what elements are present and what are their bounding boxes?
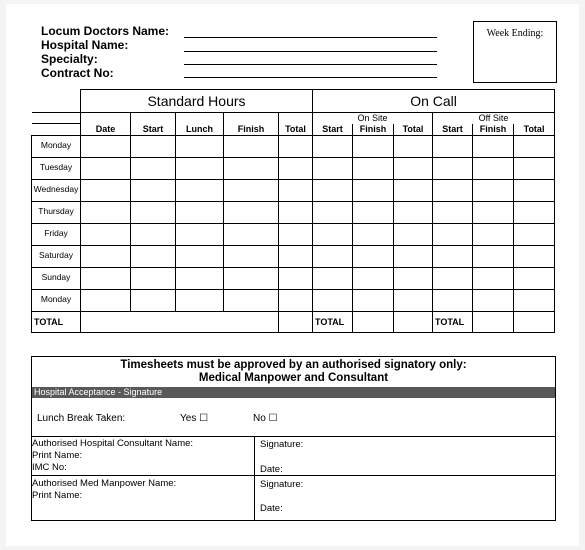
on-site-start-cell[interactable] <box>313 268 353 290</box>
total-blank <box>81 312 279 333</box>
standard-hours-header: Standard Hours <box>81 90 313 113</box>
col-start: Start <box>131 124 176 136</box>
specialty-field[interactable] <box>184 64 437 65</box>
col-date: Date <box>81 124 131 136</box>
off-site-header: Off Site <box>433 113 555 124</box>
lunch-cell[interactable] <box>176 202 224 224</box>
table-row <box>32 290 555 312</box>
date-cell[interactable] <box>81 202 131 224</box>
lunch-cell[interactable] <box>176 224 224 246</box>
date-cell[interactable] <box>81 224 131 246</box>
hospital-acceptance-label: Hospital Acceptance - Signature <box>34 387 163 397</box>
on-site-finish-cell[interactable] <box>353 180 394 202</box>
lunch-no-checkbox[interactable]: No ☐ <box>253 413 278 424</box>
table-row <box>32 224 555 246</box>
finish-cell[interactable] <box>224 246 279 268</box>
finish-cell[interactable] <box>224 180 279 202</box>
date-cell[interactable] <box>81 136 131 158</box>
consultant-date-label: Date: <box>260 464 283 475</box>
col-total: Total <box>279 124 313 136</box>
total-label: TOTAL <box>32 312 81 333</box>
on-site-finish-cell[interactable] <box>353 290 394 312</box>
on-site-finish-cell[interactable] <box>353 246 394 268</box>
consultant-signature-label: Signature: <box>260 439 304 450</box>
lunch-cell[interactable] <box>176 158 224 180</box>
total-cell[interactable] <box>279 246 313 268</box>
start-cell[interactable] <box>131 290 176 312</box>
consultant-print-name-label: Print Name: <box>32 450 83 461</box>
date-cell[interactable] <box>81 246 131 268</box>
table-row <box>32 136 555 158</box>
table-row <box>32 158 555 180</box>
off-site-finish-cell[interactable] <box>473 180 514 202</box>
table-row <box>32 202 555 224</box>
off-site-total-cell[interactable] <box>514 224 555 246</box>
off-site-total-cell[interactable] <box>514 290 555 312</box>
date-cell[interactable] <box>81 158 131 180</box>
hospital-name-field[interactable] <box>184 51 437 52</box>
off-site-start-cell[interactable] <box>433 158 473 180</box>
manpower-date-label: Date: <box>260 503 283 514</box>
on-site-total-cell[interactable] <box>394 158 433 180</box>
off-site-start-cell[interactable] <box>433 268 473 290</box>
col-on-site-finish: Finish <box>353 124 394 136</box>
total-cell[interactable] <box>279 136 313 158</box>
off-site-finish-cell[interactable] <box>473 136 514 158</box>
day-label: Wednesday <box>32 180 81 202</box>
start-cell[interactable] <box>131 136 176 158</box>
col-off-site-start: Start <box>433 124 473 136</box>
on-site-total-cell[interactable] <box>394 224 433 246</box>
approval-title <box>32 359 555 385</box>
table-row <box>32 246 555 268</box>
on-site-total-cell[interactable] <box>394 180 433 202</box>
total-cell[interactable] <box>279 290 313 312</box>
off-site-start-cell[interactable] <box>433 290 473 312</box>
col-lunch: Lunch <box>176 124 224 136</box>
day-label: Monday <box>32 290 81 312</box>
date-cell[interactable] <box>81 268 131 290</box>
off-site-total-cell[interactable] <box>514 158 555 180</box>
day-label: Monday <box>32 136 81 158</box>
col-on-site-start: Start <box>313 124 353 136</box>
lunch-cell[interactable] <box>176 246 224 268</box>
off-site-total-cell[interactable] <box>514 180 555 202</box>
on-site-start-cell[interactable] <box>313 290 353 312</box>
on-site-total-cell[interactable] <box>394 312 433 333</box>
table-row <box>32 268 555 290</box>
on-site-start-cell[interactable] <box>313 158 353 180</box>
on-site-start-cell[interactable] <box>313 246 353 268</box>
off-site-total-cell[interactable] <box>514 136 555 158</box>
on-call-header: On Call <box>313 90 555 113</box>
on-site-total-label: TOTAL <box>313 312 353 333</box>
on-site-start-cell[interactable] <box>313 224 353 246</box>
off-site-finish-cell[interactable] <box>473 290 514 312</box>
off-site-start-cell[interactable] <box>433 224 473 246</box>
on-site-total-cell[interactable] <box>394 268 433 290</box>
off-site-finish-cell[interactable] <box>473 224 514 246</box>
contract-no-label: Contract No: <box>41 66 114 80</box>
lunch-break-label: Lunch Break Taken: <box>37 413 126 424</box>
contract-no-field[interactable] <box>184 77 437 78</box>
day-label: Tuesday <box>32 158 81 180</box>
col-finish: Finish <box>224 124 279 136</box>
day-label: Saturday <box>32 246 81 268</box>
finish-cell[interactable] <box>224 158 279 180</box>
manpower-print-name-label: Print Name: <box>32 490 83 501</box>
off-site-finish-cell[interactable] <box>473 268 514 290</box>
day-label: Sunday <box>32 268 81 290</box>
start-cell[interactable] <box>131 158 176 180</box>
off-site-total-label: TOTAL <box>433 312 473 333</box>
on-site-finish-cell[interactable] <box>353 224 394 246</box>
total-cell[interactable] <box>279 268 313 290</box>
on-site-finish-cell[interactable] <box>353 158 394 180</box>
on-site-finish-cell[interactable] <box>353 202 394 224</box>
lunch-cell[interactable] <box>176 268 224 290</box>
off-site-start-cell[interactable] <box>433 136 473 158</box>
on-site-header: On Site <box>313 113 433 124</box>
col-off-site-total: Total <box>514 124 555 136</box>
on-site-total-cell[interactable] <box>394 136 433 158</box>
standard-total-cell[interactable] <box>279 312 313 333</box>
off-site-finish-cell[interactable] <box>473 158 514 180</box>
off-site-total-cell[interactable] <box>514 202 555 224</box>
on-site-total-cell[interactable] <box>394 202 433 224</box>
on-site-start-cell[interactable] <box>313 136 353 158</box>
finish-cell[interactable] <box>224 224 279 246</box>
week-ending-label: Week Ending: <box>486 28 544 39</box>
col-off-site-finish: Finish <box>473 124 514 136</box>
start-cell[interactable] <box>131 268 176 290</box>
approval-section <box>31 356 556 521</box>
manpower-signature-label: Signature: <box>260 479 304 490</box>
finish-cell[interactable] <box>224 290 279 312</box>
locum-doctor-name-field[interactable] <box>184 37 437 38</box>
total-cell[interactable] <box>279 158 313 180</box>
on-site-total-cell[interactable] <box>394 290 433 312</box>
hours-table <box>31 89 555 333</box>
specialty-label: Specialty: <box>41 52 98 66</box>
lunch-cell[interactable] <box>176 136 224 158</box>
on-site-finish-cell[interactable] <box>353 268 394 290</box>
finish-cell[interactable] <box>224 202 279 224</box>
day-label: Friday <box>32 224 81 246</box>
off-site-total-cell[interactable] <box>514 246 555 268</box>
start-cell[interactable] <box>131 224 176 246</box>
off-site-start-cell[interactable] <box>433 202 473 224</box>
day-label: Thursday <box>32 202 81 224</box>
locum-doctor-name-label: Locum Doctors Name: <box>41 24 170 38</box>
date-cell[interactable] <box>81 290 131 312</box>
lunch-cell[interactable] <box>176 290 224 312</box>
start-cell[interactable] <box>131 246 176 268</box>
on-site-start-cell[interactable] <box>313 180 353 202</box>
approval-title-line1: Timesheets must be approved by an authorised signatory only: <box>120 359 467 371</box>
table-row <box>32 180 555 202</box>
off-site-total-cell[interactable] <box>514 312 555 333</box>
lunch-yes-checkbox[interactable]: Yes ☐ <box>180 413 209 424</box>
consultant-name-label: Authorised Hospital Consultant Name: <box>32 438 194 449</box>
total-cell[interactable] <box>279 180 313 202</box>
col-on-site-total: Total <box>394 124 433 136</box>
finish-cell[interactable] <box>224 136 279 158</box>
start-cell[interactable] <box>131 180 176 202</box>
on-site-finish-cell[interactable] <box>353 136 394 158</box>
off-site-total-cell[interactable] <box>514 268 555 290</box>
hospital-acceptance-bar <box>32 387 555 398</box>
timesheet-page <box>6 4 579 546</box>
week-ending-box[interactable] <box>473 21 557 83</box>
total-cell[interactable] <box>279 202 313 224</box>
lunch-cell[interactable] <box>176 180 224 202</box>
blank-corner-2 <box>32 113 81 124</box>
blank-corner <box>32 90 81 113</box>
imc-no-label: IMC No: <box>32 462 67 473</box>
hospital-name-label: Hospital Name: <box>41 38 129 52</box>
start-cell[interactable] <box>131 202 176 224</box>
date-cell[interactable] <box>81 180 131 202</box>
manpower-name-label: Authorised Med Manpower Name: <box>32 478 177 489</box>
on-site-start-cell[interactable] <box>313 202 353 224</box>
finish-cell[interactable] <box>224 268 279 290</box>
off-site-start-cell[interactable] <box>433 246 473 268</box>
approval-title-line2: Medical Manpower and Consultant <box>198 372 389 384</box>
off-site-finish-cell[interactable] <box>473 202 514 224</box>
total-cell[interactable] <box>279 224 313 246</box>
on-site-total-cell[interactable] <box>394 246 433 268</box>
off-site-finish-cell[interactable] <box>473 246 514 268</box>
off-site-start-cell[interactable] <box>433 180 473 202</box>
